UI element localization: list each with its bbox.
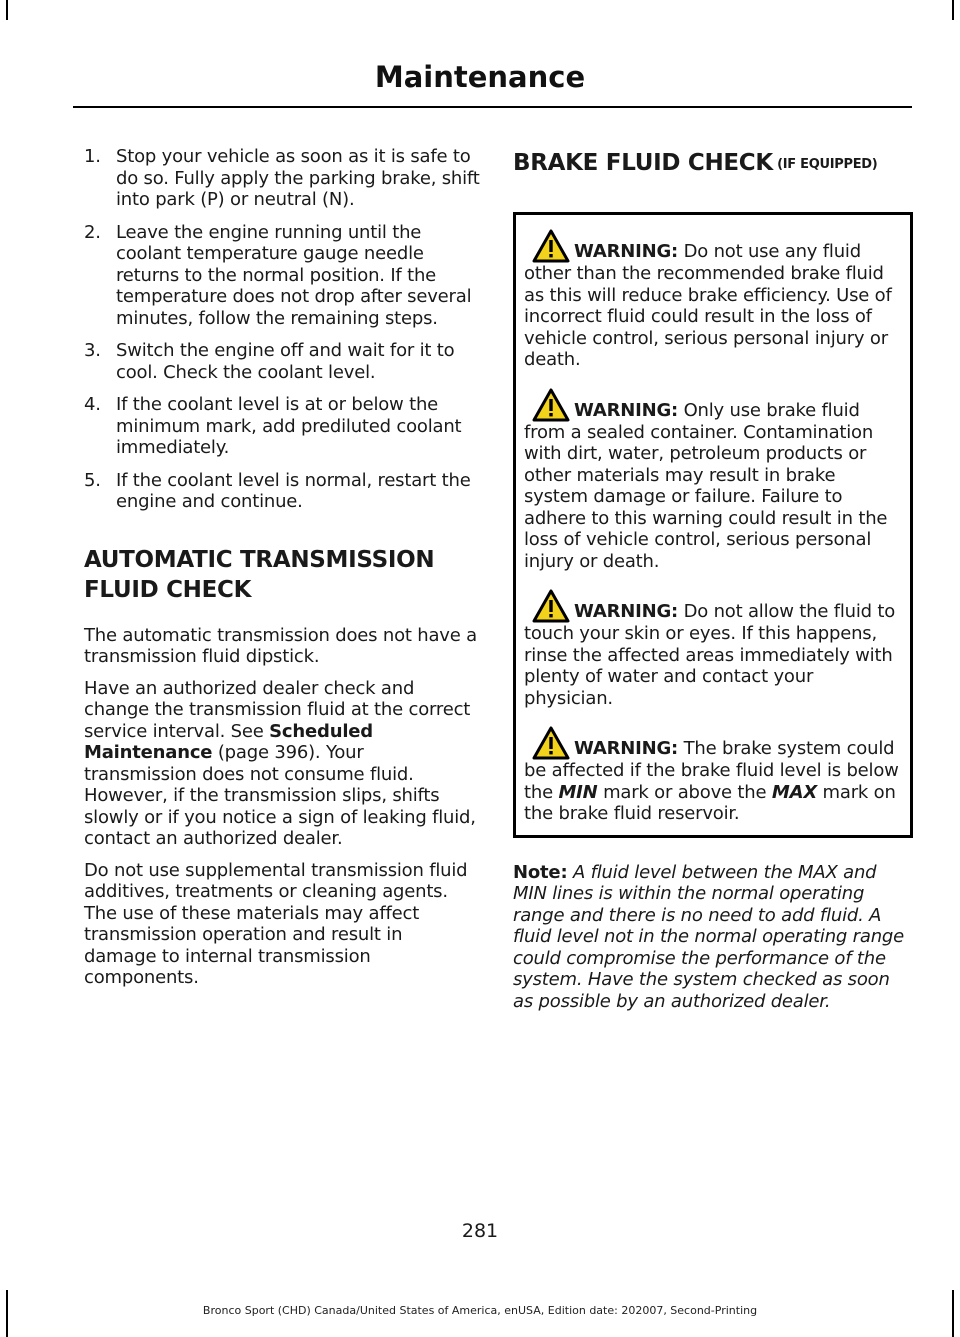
paragraph-text: Have an authorized dealer check and change the transmission fluid at the correct service interval. See <box>84 677 471 742</box>
warning-text: The brake system could be affected if the brake fluid level is below the <box>524 738 899 803</box>
crop-mark <box>952 0 954 20</box>
warning-triangle-icon <box>532 229 570 263</box>
paragraph: The automatic transmission does not have a transmission fluid dipstick. <box>84 624 477 667</box>
paragraph <box>84 678 480 850</box>
warning-text: mark or above the <box>597 781 772 803</box>
list-item <box>84 146 480 211</box>
warning-label: WARNING: <box>574 738 679 759</box>
warning-label: WARNING: <box>574 601 679 622</box>
step-number: 4. <box>84 394 101 415</box>
warning-label: WARNING: <box>574 241 679 262</box>
warning-label: WARNING: <box>574 399 679 421</box>
note-paragraph <box>513 862 913 1013</box>
section-heading-brake <box>513 148 913 180</box>
heading-line: FLUID CHECK <box>84 576 252 603</box>
warning-item <box>524 589 904 709</box>
header-divider <box>73 106 912 108</box>
step-number: 3. <box>84 340 101 361</box>
paragraph-text: (page 396). Your transmission does not consume fluid. However, if the transmission slips, shifts slowly or if you notice a sign of leaking fluid, contact an authorized dealer. <box>84 742 476 849</box>
step-number: 5. <box>84 469 101 491</box>
warning-item <box>524 388 904 573</box>
cross-reference-link[interactable]: Scheduled Maintenance <box>84 720 373 763</box>
paragraph: Do not use supplemental transmission fluid additives, treatments or cleaning agents. The use of these materials may affect transmission operation and result in damage to internal transmission components. <box>84 859 468 988</box>
warning-text: Do not use any fluid other than the recommended brake fluid as this will reduce brake efficiency. Use of incorrect fluid could result in the loss of vehicle control, serious personal injury or death. <box>524 241 892 370</box>
heading-suffix: (IF EQUIPPED) <box>772 157 878 172</box>
list-item <box>84 470 480 513</box>
list-item <box>84 222 480 330</box>
warning-box <box>513 212 913 838</box>
warning-text: Only use brake fluid from a sealed container. Contamination with dirt, water, petroleum products or other materials may result in brake system damage or failure. Failure to adhere to this warning could result in the loss of vehicle control, serious personal injury or death. <box>524 399 888 572</box>
step-text: If the coolant level is at or below the minimum mark, add prediluted coolant immediately. <box>116 394 462 458</box>
note-label: Note: <box>513 861 568 883</box>
step-text: Stop your vehicle as soon as it is safe to do so. Fully apply the parking brake, shift into park (P) or neutral (N). <box>116 146 480 210</box>
list-item <box>84 394 480 459</box>
heading-text: BRAKE FLUID CHECK <box>513 150 773 176</box>
warning-item <box>524 726 904 825</box>
left-column <box>84 146 480 999</box>
coolant-steps-list <box>84 146 480 513</box>
warning-triangle-icon <box>532 726 570 760</box>
min-mark-label: MIN <box>558 781 598 803</box>
step-text: If the coolant level is normal, restart the engine and continue. <box>116 469 471 512</box>
footer-text: Bronco Sport (CHD) Canada/United States of America, enUSA, Edition date: 202007, Second-Printing <box>202 1304 758 1317</box>
warning-text: mark on the brake fluid reservoir. <box>524 781 896 824</box>
step-number: 2. <box>84 221 101 243</box>
warning-text: Do not allow the fluid to touch your skin or eyes. If this happens, rinse the affected areas immediately with plenty of water and contact your physician. <box>524 601 896 709</box>
page-title: Maintenance <box>374 60 586 94</box>
warning-item <box>524 229 904 371</box>
crop-mark <box>6 0 8 20</box>
warning-triangle-icon <box>532 589 570 623</box>
note-text: A fluid level between the MAX and MIN lines is within the normal operating range and there is no need to add fluid. A fluid level not in the normal operating range could compromise the performance of the system. Have the system checked as soon as possible by an authorized dealer. <box>513 861 905 1012</box>
page-number: 281 <box>461 1220 499 1242</box>
heading-line: AUTOMATIC TRANSMISSION <box>84 546 435 573</box>
max-mark-label: MAX <box>771 781 818 803</box>
right-column <box>513 146 913 1022</box>
step-number: 1. <box>84 146 101 167</box>
step-text: Switch the engine off and wait for it to cool. Check the coolant level. <box>116 340 455 383</box>
warning-triangle-icon <box>532 388 570 422</box>
step-text: Leave the engine running until the coolant temperature gauge needle returns to the normal position. If the temperature does not drop after several minutes, follow the remaining steps. <box>116 221 472 329</box>
list-item <box>84 340 480 383</box>
section-heading-atf <box>84 545 480 605</box>
